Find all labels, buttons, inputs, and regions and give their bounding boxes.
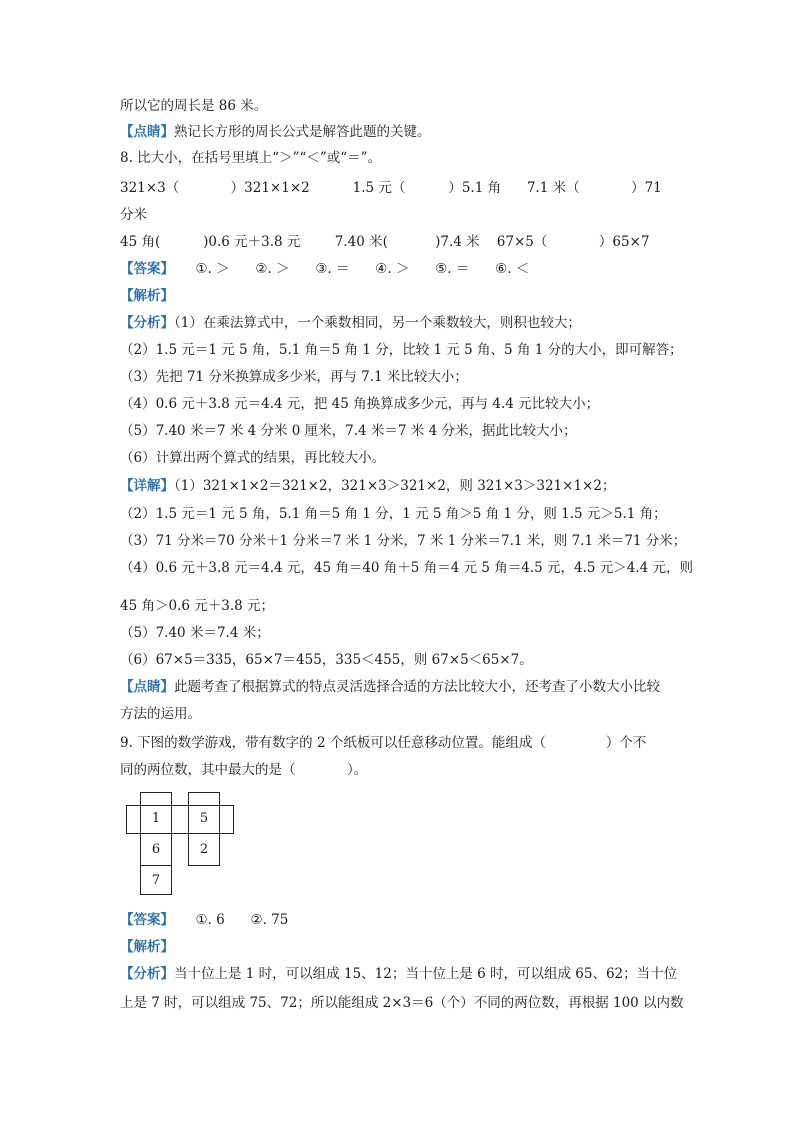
figure-cell-5: 5: [188, 805, 220, 834]
figure-cell-1: 1: [140, 805, 172, 834]
analysis-line: 【分析】当十位上是 1 时，可以组成 15、12；当十位上是 6 时，可以组成 65、62；当十位: [120, 966, 678, 982]
figure-cell-empty: [140, 792, 172, 806]
text-line: 所以它的周长是 86 米。: [120, 98, 268, 114]
text-line: 方法的运用。: [120, 706, 201, 722]
tag-label: 【解析】: [120, 939, 174, 955]
detail-line: （3）71 分米＝70 分米＋1 分米＝7 米 1 分米，7 米 1 分米＝7.1 米，则 7.1 米＝71 分米；: [120, 533, 687, 549]
detail-line: 【详解】（1）321×1×2＝321×2，321×3＞321×2，则 321×3＞321×1×2；: [120, 478, 616, 494]
figure-cell-empty: [126, 805, 141, 834]
question-9-title: 同的两位数，其中最大的是（ ）。: [120, 762, 368, 778]
text-line: [120, 937, 174, 957]
figure-cell-empty: [188, 792, 220, 806]
number-card-figure: [126, 792, 236, 895]
text-line: [120, 286, 174, 306]
tag-label: 【详解】: [120, 478, 174, 494]
answer-line: 【答案】 ①. ＞ ②. ＞ ③. ＝ ④. ＞ ⑤. ＝ ⑥. ＜: [120, 261, 530, 277]
detail-line: 45 角＞0.6 元＋3.8 元；: [120, 598, 274, 614]
analysis-line: 【分析】（1）在乘法算式中，一个乘数相同，另一个乘数较大，则积也较大；: [120, 315, 581, 331]
figure-cell-empty: [219, 805, 234, 834]
tag-label: 【答案】: [120, 261, 174, 277]
tag-label: 【点睛】: [120, 679, 174, 695]
question-8-line: 分米: [120, 207, 147, 223]
analysis-line: （6）计算出两个算式的结果，再比较大小。: [120, 450, 386, 466]
analysis-line: （2）1.5 元＝1 元 5 角，5.1 角＝5 角 1 分，比较 1 元 5 角、5 角 1 分的大小，即可解答；: [120, 342, 683, 358]
text-line: 【点睛】熟记长方形的周长公式是解答此题的关键。: [120, 124, 431, 140]
figure-cell-6: 6: [140, 833, 172, 866]
analysis-line: 上是 7 时，可以组成 75、72；所以能组成 2×3＝6（个）不同的两位数，再根据 100 以内数: [120, 995, 684, 1011]
tag-label: 【答案】: [120, 912, 174, 928]
tag-label: 【分析】: [120, 315, 174, 331]
tag-label: 【分析】: [120, 966, 174, 982]
figure-cell-2: 2: [188, 833, 220, 866]
question-9-title: 9. 下图的数学游戏，带有数字的 2 个纸板可以任意移动位置。能组成（ ）个不: [120, 735, 647, 751]
question-8-line: 45 角( )0.6 元＋3.8 元 7.40 米( )7.4 米 67×5（ ）65×7: [120, 234, 650, 250]
question-8-title: 8. 比大小，在括号里填上“＞”“＜”或“＝”。: [120, 150, 382, 166]
question-8-line: 321×3（ ）321×1×2 1.5 元（ ）5.1 角 7.1 米（ ）71: [120, 180, 662, 196]
analysis-line: （5）7.40 米＝7 米 4 分米 0 厘米，7.4 米＝7 米 4 分米，据此比较大小；: [120, 423, 577, 439]
figure-cell-empty: [171, 805, 189, 834]
tag-label: 【解析】: [120, 288, 174, 304]
detail-line: （6）67×5＝335，65×7＝455，335＜455，则 67×5＜65×7。: [120, 652, 533, 668]
tag-label: 【点睛】: [120, 124, 174, 140]
detail-line: （2）1.5 元＝1 元 5 角，5.1 角＝5 角 1 分，1 元 5 角＞5 角 1 分，则 1.5 元＞5.1 角；: [120, 506, 667, 522]
analysis-line: （3）先把 71 分米换算成多少米，再与 7.1 米比较大小；: [120, 369, 468, 385]
detail-line: （4）0.6 元＋3.8 元＝4.4 元，45 角＝40 角＋5 角＝4 元 5 角＝4.5 元，4.5 元＞4.4 元，则: [120, 560, 694, 576]
detail-line: （5）7.40 米＝7.4 米；: [120, 625, 270, 641]
analysis-line: （4）0.6 元＋3.8 元＝4.4 元，把 45 角换算成多少元，再与 4.4 元比较大小；: [120, 396, 600, 412]
text-line: 【点睛】此题考查了根据算式的特点灵活选择合适的方法比较大小，还考查了小数大小比较: [120, 679, 660, 695]
answer-line: 【答案】 ①. 6 ②. 75: [120, 912, 289, 928]
figure-cell-7: 7: [140, 865, 172, 895]
